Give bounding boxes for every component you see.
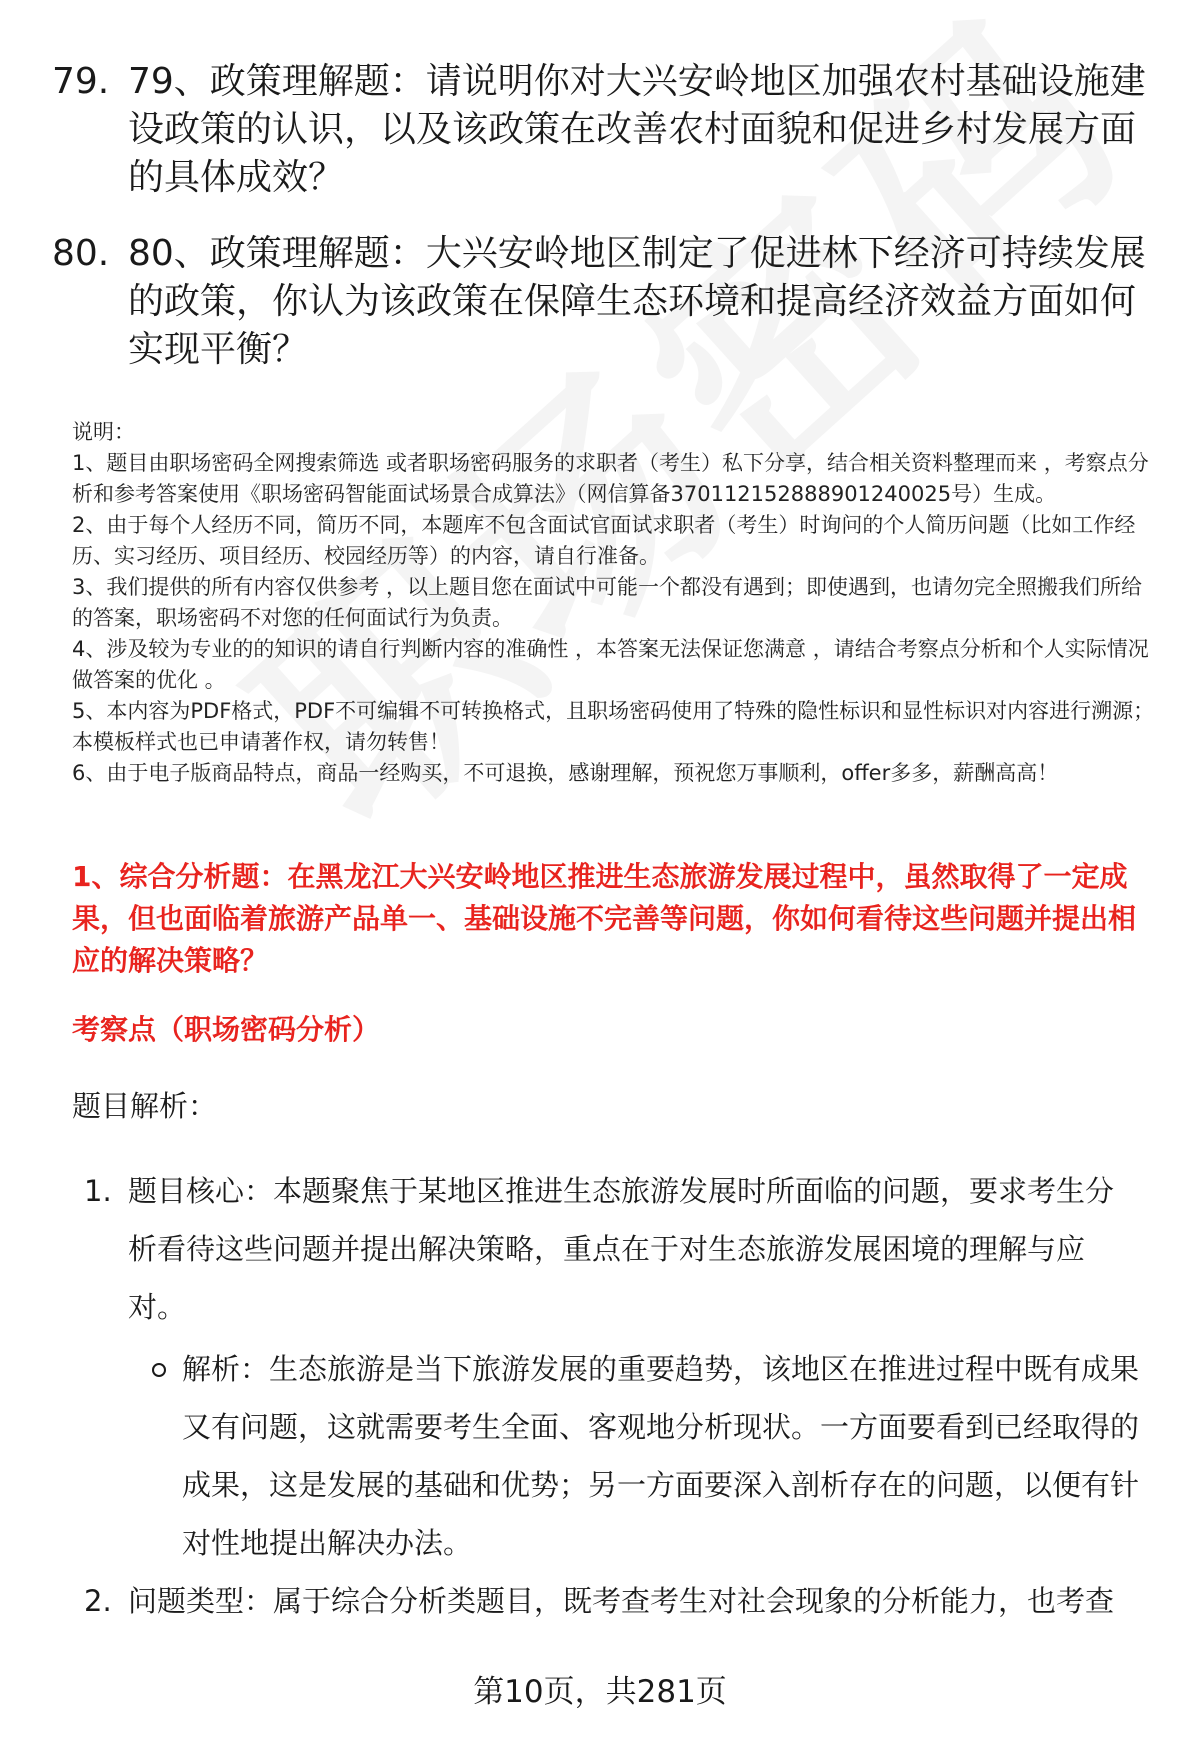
question-number: 80. [52,233,110,274]
sub-item-text: 解析：生态旅游是当下旅游发展的重要趋势，该地区在推进过程中既有成果又有问题，这就需要考生全面、客观地分析现状。一方面要看到已经取得的成果，这是发展的基础和优势；另一方面要深入剖析存在的问题，以便有针对性地提出解决办法。 [182,1352,1140,1560]
question-text: 79、政策理解题：请说明你对大兴安岭地区加强农村基础设施建设政策的认识，以及该政策在改善农村面貌和促进乡村发展方面的具体成效？ [128,61,1146,198]
item-number: 1. [84,1174,112,1208]
note-item: 1、题目由职场密码全网搜索筛选 或者职场密码服务的求职者（考生）私下分享，结合相关资料整理而来 ，考察点分析和参考答案使用《职场密码智能面试场景合成算法》（网信算备370112152888901240025号）生成。 [72,451,1149,506]
question-list [0,58,1200,402]
note-item: 5、本内容为PDF格式，PDF不可编辑不可转换格式，且职场密码使用了特殊的隐性标识和显性标识对内容进行溯源；本模板样式也已申请著作权，请勿转售！ [72,699,1155,754]
notes-title: 说明： [72,420,135,444]
question-number: 79. [52,61,110,102]
list-item [0,1572,1200,1630]
main-question: 1、综合分析题：在黑龙江大兴安岭地区推进生态旅游发展过程中，虽然取得了一定成果，但也面临着旅游产品单一、基础设施不完善等问题，你如何看待这些问题并提出相应的解决策略？ [72,860,1137,977]
item-number: 2. [84,1584,112,1618]
analysis-list [0,1162,1200,1630]
list-item [0,1162,1200,1336]
page-footer: 第10页，共281页 [473,1674,727,1710]
list-item [0,230,1200,374]
note-item: 2、由于每个人经历不同，简历不同，本题库不包含面试官面试求职者（考生）时询问的个人简历问题（比如工作经历、实习经历、项目经历、校园经历等）的内容，请自行准备。 [72,513,1136,568]
notes-section [72,417,1162,789]
note-item: 4、涉及较为专业的的知识的请自行判断内容的准确性 ，本答案无法保证您满意 ，请结合考察点分析和个人实际情况做答案的优化 。 [72,637,1149,692]
note-item: 3、我们提供的所有内容仅供参考 ，以上题目您在面试中可能一个都没有遇到；即使遇到，也请勿完全照搬我们所给的答案，职场密码不对您的任何面试行为负责。 [72,575,1143,630]
analysis-label: 题目解析： [72,1089,218,1123]
item-text: 题目核心：本题聚焦于某地区推进生态旅游发展时所面临的问题，要求考生分析看待这些问题并提出解决策略，重点在于对生态旅游发展困境的理解与应对。 [128,1174,1115,1324]
sub-item [0,1340,1200,1572]
question-text: 80、政策理解题：大兴安岭地区制定了促进林下经济可持续发展的政策，你认为该政策在保障生态环境和提高经济效益方面如何实现平衡？ [128,233,1146,370]
list-item [0,58,1200,202]
note-item: 6、由于电子版商品特点，商品一经购买，不可退换，感谢理解，预祝您万事顺利，offer多多，薪酬高高！ [72,761,1059,785]
item-text: 问题类型：属于综合分析类题目，既考查考生对社会现象的分析能力，也考查 [128,1584,1115,1618]
circle-bullet-icon [152,1363,166,1377]
section-title: 考察点（职场密码分析） [72,1013,381,1046]
